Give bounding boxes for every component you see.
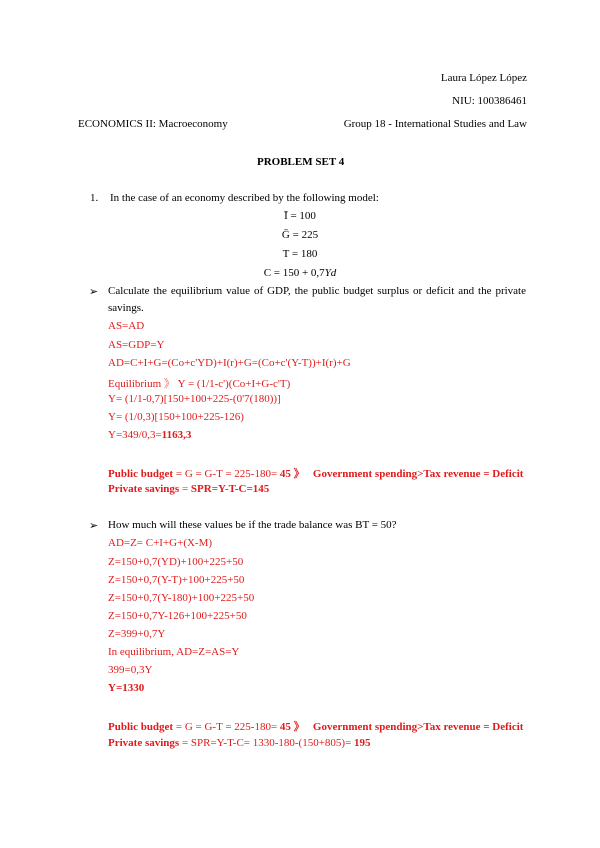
q2-step: Z=399+0,7Y [108, 628, 166, 640]
q2-step: Z=150+0,7(Y-T)+100+225+50 [108, 574, 245, 586]
model-government: Ḡ = 225 [281, 229, 319, 241]
author-name: Laura López López [440, 72, 527, 84]
q1-savings-label: Private savings [108, 483, 180, 495]
q1-private-savings [108, 483, 269, 495]
q2-result: Y=1330 [108, 682, 145, 694]
q1-savings-formula: = [179, 483, 191, 495]
problem-statement: In the case of an economy described by the following model: [110, 192, 379, 204]
bullet-arrow: ➢ [89, 285, 99, 298]
q2-step: AD=Z= C+I+G+(X-M) [108, 537, 213, 549]
q1-budget-value: 45 》 [279, 468, 305, 480]
q2-step: 399=0,3Y [108, 664, 153, 676]
page-title: PROBLEM SET 4 [257, 156, 345, 168]
q1-budget-formula: = G = G-T = 225-180= [173, 468, 280, 480]
q1-result-line [108, 429, 191, 441]
model-taxes: T = 180 [282, 248, 318, 260]
q1-savings-value: SPR=Y-T-C=145 [190, 483, 270, 495]
question-1-text-line1: Calculate the equilibrium value of GDP, the public budget surplus or deficit and the private [108, 285, 526, 297]
q1-step: Y= (1/1-0,7)[150+100+225-(0'7(180))] [108, 393, 281, 405]
consumption-formula: C = 150 + 0,7 [263, 267, 325, 279]
disposable-income: Yd [324, 267, 337, 279]
q1-step: Y=349/0,3= [108, 429, 162, 441]
problem-number: 1. [90, 192, 99, 204]
q2-savings-value: 195 [354, 737, 371, 749]
q2-savings-label: Private savings [108, 737, 180, 749]
student-id: NIU: 100386461 [452, 95, 527, 107]
course-name: ECONOMICS II: Macroeconomy [78, 118, 228, 130]
q1-step: AS=GDP=Y [108, 339, 165, 351]
q1-public-budget [108, 465, 523, 481]
q1-step: Equilibrium 》 Y = (1/1-c')(Co+I+G-c'T) [108, 378, 291, 390]
q2-public-budget [108, 718, 523, 734]
q2-budget-label: Public budget [108, 721, 174, 733]
q2-budget-formula: = G = G-T = 225-180= [173, 721, 280, 733]
q2-step: In equilibrium, AD=Z=AS=Y [108, 646, 240, 658]
q2-private-savings [108, 737, 371, 749]
q1-step: AD=C+I+G=(Co+c'YD)+I(r)+G=(Co+c'(Y-T))+I(r)+G [108, 357, 351, 369]
question-1-text-line2: savings. [108, 302, 144, 314]
bullet-arrow: ➢ [89, 519, 99, 532]
question-2-text: How much will these values be if the trade balance was BT = 50? [108, 519, 397, 531]
q1-step: AS=AD [108, 320, 145, 332]
q1-budget-label: Public budget [108, 468, 174, 480]
q2-step: Z=150+0,7(Y-180)+100+225+50 [108, 592, 255, 604]
q2-budget-conclusion: Government spending>Tax revenue = Deficit [312, 721, 524, 733]
q1-result: 1163,3 [161, 429, 192, 441]
q2-savings-formula: = SPR=Y-T-C= 1330-180-(150+805)= [179, 737, 355, 749]
model-investment: Ī = 100 [284, 210, 316, 222]
model-consumption [240, 267, 360, 279]
q2-budget-value: 45 》 [279, 721, 305, 733]
q1-step: Y= (1/0,3)[150+100+225-126) [108, 411, 244, 423]
q1-budget-conclusion: Government spending>Tax revenue = Deficit [312, 468, 524, 480]
group-name: Group 18 - International Studies and Law [343, 118, 527, 130]
q2-step: Z=150+0,7(YD)+100+225+50 [108, 556, 244, 568]
q2-step: Z=150+0,7Y-126+100+225+50 [108, 610, 247, 622]
